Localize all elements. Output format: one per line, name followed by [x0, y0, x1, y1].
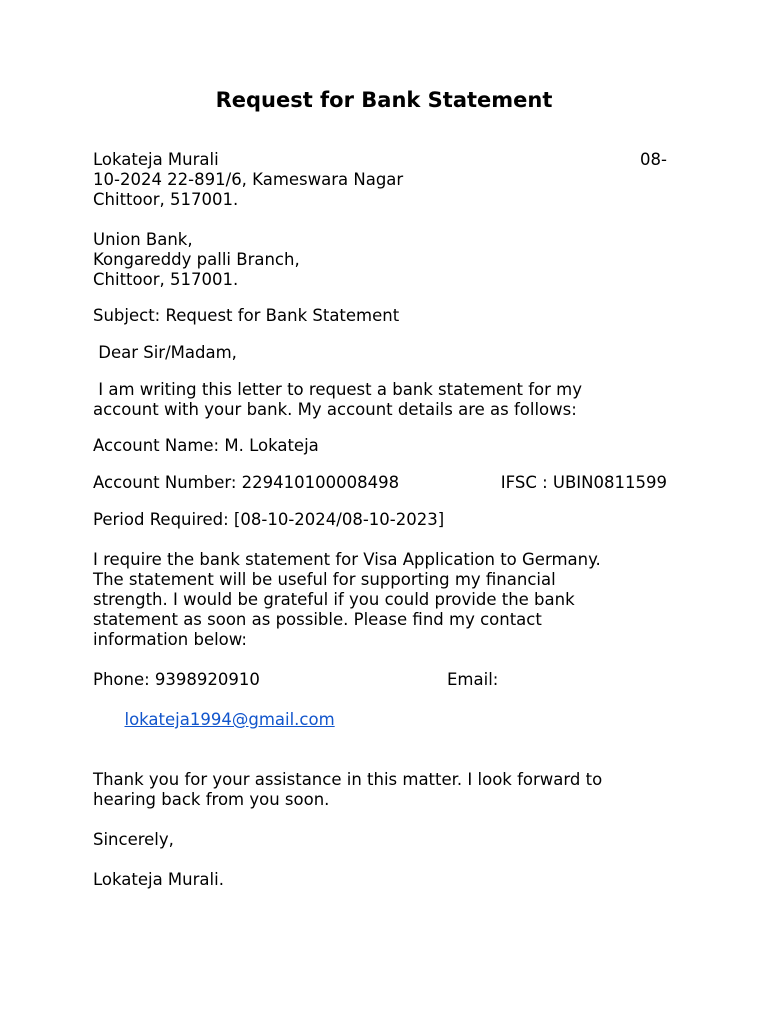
- signature-name: Lokateja Murali.: [93, 870, 224, 889]
- closing-line-1: Thank you for your assistance in this matter. I look forward to: [93, 770, 603, 789]
- purpose-line-1: I require the bank statement for Visa Application to Germany.: [93, 550, 601, 569]
- page-title: Request for Bank Statement: [215, 88, 553, 112]
- letter-body: [93, 150, 673, 890]
- date-start: 08-: [640, 150, 667, 169]
- purpose-line-3: strength. I would be grateful if you could provide the bank: [93, 590, 575, 609]
- purpose-line-5: information below:: [93, 630, 247, 649]
- account-number: Account Number: 229410100008498: [93, 473, 400, 492]
- purpose-line-4: statement as soon as possible. Please find my contact: [93, 610, 542, 629]
- signoff: Sincerely,: [93, 830, 174, 849]
- salutation: Dear Sir/Madam,: [93, 343, 237, 362]
- period-required: Period Required: [08-10-2024/08-10-2023]: [93, 510, 445, 529]
- sender-name: Lokateja Murali: [93, 150, 219, 169]
- recipient-branch: Kongareddy palli Branch,: [93, 250, 300, 269]
- recipient-city: Chittoor, 517001.: [93, 270, 239, 289]
- ifsc-code: IFSC : UBIN0811599: [500, 473, 667, 492]
- account-name: Account Name: M. Lokateja: [93, 436, 319, 455]
- email-link[interactable]: lokateja1994@gmail.com: [124, 710, 335, 729]
- sender-address-line: 10-2024 22-891/6, Kameswara Nagar: [93, 170, 404, 189]
- intro-line-1: I am writing this letter to request a bank statement for my: [93, 380, 583, 399]
- sender-city-line: Chittoor, 517001.: [93, 190, 239, 209]
- sender-name-row: [93, 150, 673, 170]
- purpose-line-2: The statement will be useful for supporting my financial: [93, 570, 556, 589]
- recipient-bank: Union Bank,: [93, 230, 193, 249]
- account-number-row: [93, 473, 673, 493]
- contact-row: [93, 670, 673, 690]
- subject-line: Subject: Request for Bank Statement: [93, 306, 400, 325]
- phone-number: Phone: 9398920910: [93, 670, 260, 689]
- closing-line-2: hearing back from you soon.: [93, 790, 330, 809]
- intro-line-2: account with your bank. My account details are as follows:: [93, 400, 577, 419]
- email-label: Email:: [447, 670, 499, 689]
